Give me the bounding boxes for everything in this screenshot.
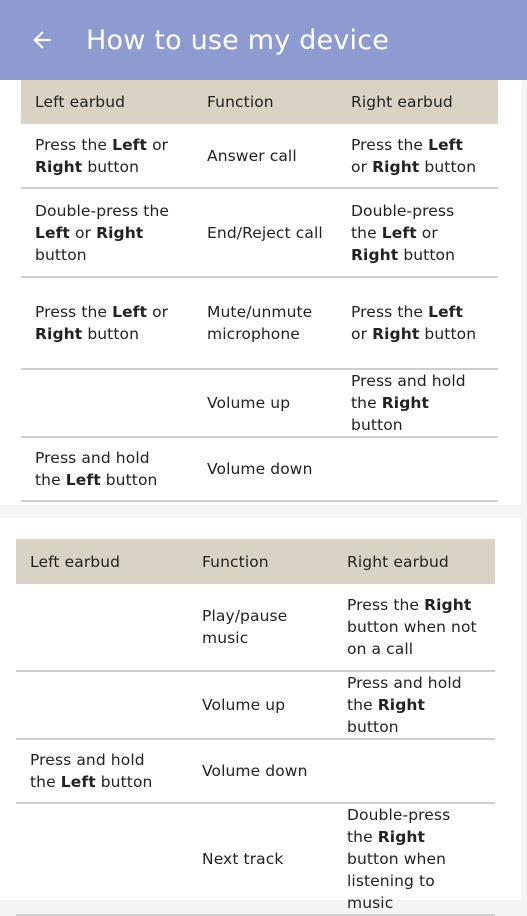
header-function: Function — [188, 539, 333, 584]
table-header-row — [16, 539, 495, 584]
table-row — [21, 437, 498, 501]
function-cell: Volume down — [193, 437, 337, 501]
right-earbud-cell — [333, 739, 495, 803]
table-row — [21, 124, 498, 188]
function-cell: Answer call — [193, 124, 337, 188]
right-earbud-cell: Press the Right button when not on a call — [333, 584, 495, 671]
left-earbud-cell — [16, 584, 188, 671]
header-left-earbud: Left earbud — [21, 80, 193, 124]
table-row — [16, 584, 495, 671]
function-cell: Volume down — [188, 739, 333, 803]
table-header-row — [21, 80, 498, 124]
header-function: Function — [193, 80, 337, 124]
back-button[interactable] — [22, 20, 62, 60]
table-row — [21, 188, 498, 277]
right-earbud-cell: Press the Left or Right button — [337, 124, 498, 188]
call-controls-table — [21, 80, 498, 502]
left-earbud-cell: Press and hold the Left button — [16, 739, 188, 803]
right-earbud-cell: Press and hold the Right button — [337, 369, 498, 437]
right-earbud-cell — [337, 437, 498, 501]
left-earbud-cell — [21, 369, 193, 437]
header-right-earbud: Right earbud — [337, 80, 498, 124]
app-bar — [0, 0, 527, 80]
left-earbud-cell: Press the Left or Right button — [21, 124, 193, 188]
function-cell: Play/pause music — [188, 584, 333, 671]
music-controls-table — [16, 539, 495, 916]
left-earbud-cell: Double-press the Left or Right button — [21, 188, 193, 277]
left-earbud-cell: Press and hold the Left button — [21, 437, 193, 501]
table-row — [16, 671, 495, 739]
table-row — [21, 277, 498, 369]
function-cell: Volume up — [193, 369, 337, 437]
call-controls-card — [0, 80, 521, 505]
right-earbud-cell: Double-press the Left or Right button — [337, 188, 498, 277]
right-earbud-cell: Press the Left or Right button — [337, 277, 498, 369]
function-cell: End/Reject call — [193, 188, 337, 277]
header-right-earbud: Right earbud — [333, 539, 495, 584]
right-earbud-cell: Double-press the Right button when listening to music — [333, 803, 495, 915]
left-earbud-cell: Press the Left or Right button — [21, 277, 193, 369]
music-controls-card — [0, 518, 521, 912]
function-cell: Next track — [188, 803, 333, 915]
function-cell: Volume up — [188, 671, 333, 739]
page-title: How to use my device — [86, 24, 390, 56]
arrow-left-icon — [29, 27, 55, 53]
table-row — [16, 739, 495, 803]
header-left-earbud: Left earbud — [16, 539, 188, 584]
table-row — [16, 803, 495, 915]
right-earbud-cell: Press and hold the Right button — [333, 671, 495, 739]
left-earbud-cell — [16, 671, 188, 739]
function-cell: Mute/unmute microphone — [193, 277, 337, 369]
left-earbud-cell — [16, 803, 188, 915]
table-row — [21, 369, 498, 437]
